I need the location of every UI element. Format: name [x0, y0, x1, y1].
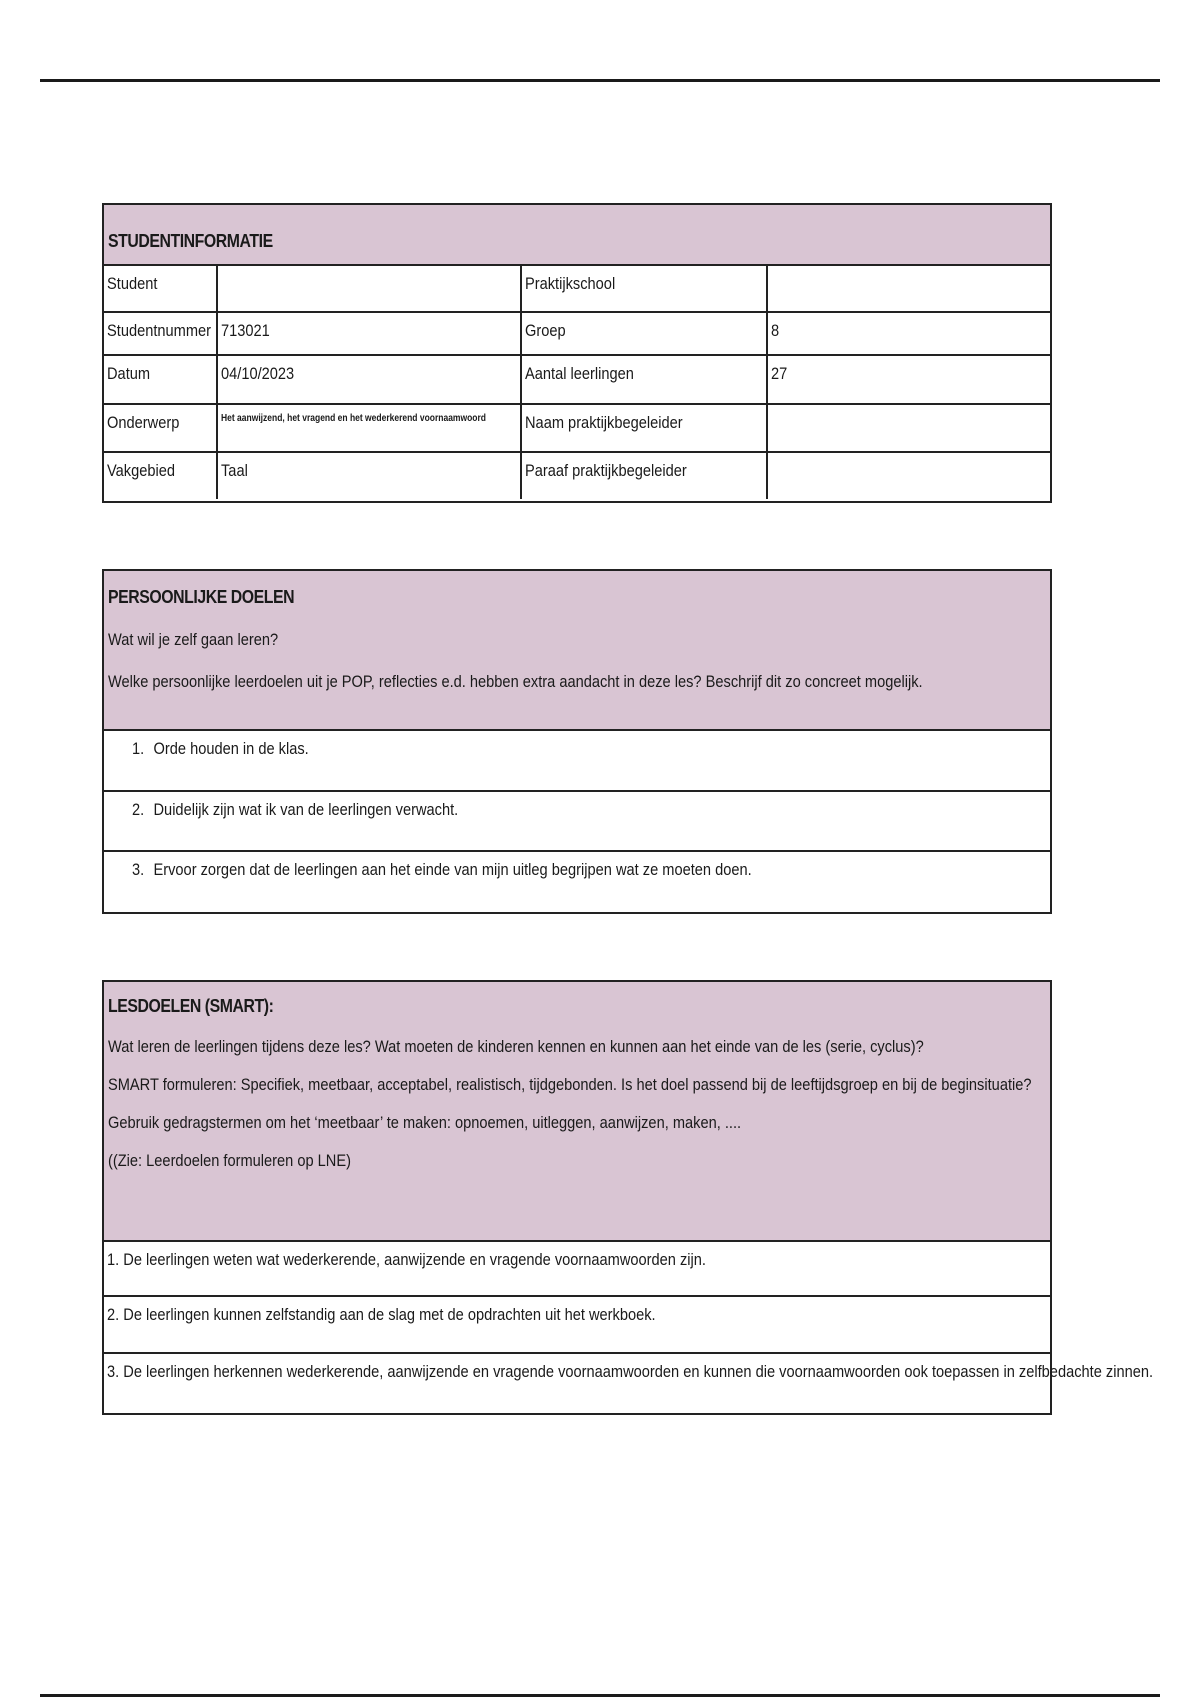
info-value-onderwerp: Het aanwijzend, het vragend en het wederkerend voornaamwoord — [218, 405, 522, 453]
personal-goal-item: 3. Ervoor zorgen dat de leerlingen aan het einde van mijn uitleg begrijpen wat ze moeten doen. — [132, 860, 752, 879]
lesson-goals-intro-line: Gebruik gedragstermen om het ‘meetbaar’ te maken: opnoemen, uitleggen, aanwijzen, maken, .... — [108, 1113, 742, 1132]
info-label-onderwerp: Onderwerp — [104, 405, 218, 453]
lesson-goals-intro-line: SMART formuleren: Specifiek, meetbaar, acceptabel, realistisch, tijdgebonden. Is het doel passend bij de leeftijdsgroep en bij de beginsituatie? — [108, 1075, 1032, 1094]
info-label-studentnummer: Studentnummer — [104, 313, 218, 356]
lesson-goals-intro-line: Wat leren de leerlingen tijdens deze les? Wat moeten de kinderen kennen en kunnen aan het einde van de les (serie, cyclus)? — [108, 1037, 924, 1056]
info-label-student: Student — [104, 266, 218, 313]
personal-goals-question: Wat wil je zelf gaan leren? — [108, 630, 279, 649]
info-label-aantal-leerlingen: Aantal leerlingen — [522, 356, 768, 405]
lesson-goal-item: 1. De leerlingen weten wat wederkerende, aanwijzende en vragende voornaamwoorden zijn. — [104, 1242, 1050, 1297]
info-value-datum: 04/10/2023 — [218, 356, 522, 405]
info-label-vakgebied: Vakgebied — [104, 453, 218, 499]
info-value-naam-praktijkbegeleider — [768, 405, 1050, 453]
info-value-praktijkschool — [768, 266, 1050, 313]
lesson-goals-table — [102, 980, 1154, 1415]
info-value-student — [218, 266, 522, 313]
info-value-studentnummer: 713021 — [218, 313, 522, 356]
info-value-aantal-leerlingen: 27 — [768, 356, 1050, 405]
info-value-paraaf-praktijkbegeleider — [768, 453, 1050, 499]
info-label-naam-praktijkbegeleider: Naam praktijkbegeleider — [522, 405, 768, 453]
lesson-goals-title: LESDOELEN (SMART): — [108, 996, 274, 1016]
top-horizontal-rule — [40, 79, 1160, 82]
personal-goal-item: 1. Orde houden in de klas. — [104, 731, 1050, 792]
info-value-vakgebied: Taal — [218, 453, 522, 499]
student-info-header — [104, 205, 1050, 266]
personal-goal-item: 2. Duidelijk zijn wat ik van de leerlingen verwacht. — [104, 792, 1050, 852]
lesson-goal-item: 3. De leerlingen herkennen wederkerende, aanwijzende en vragende voornaamwoorden en kunnen die voornaamwoorden ook toepassen in zelfbedachte zinnen. — [107, 1362, 1154, 1381]
info-label-paraaf-praktijkbegeleider: Paraaf praktijkbegeleider — [522, 453, 768, 499]
personal-goals-title: PERSOONLIJKE DOELEN — [108, 587, 295, 607]
student-info-grid — [104, 266, 1050, 499]
info-label-groep: Groep — [522, 313, 768, 356]
lesson-goals-intro-line: ((Zie: Leerdoelen formuleren op LNE) — [108, 1151, 351, 1170]
info-label-datum: Datum — [104, 356, 218, 405]
lesson-goal-item: 2. De leerlingen kunnen zelfstandig aan de slag met de opdrachten uit het werkboek. — [104, 1297, 1050, 1354]
personal-goals-header — [104, 571, 1050, 731]
bottom-horizontal-rule — [40, 1694, 1160, 1697]
student-info-title: STUDENTINFORMATIE — [108, 231, 273, 251]
personal-goals-table — [102, 569, 1052, 914]
student-info-table — [102, 203, 1052, 503]
personal-goals-instruction: Welke persoonlijke leerdoelen uit je POP, reflecties e.d. hebben extra aandacht in deze les? Beschrijf dit zo concreet mogelijk. — [108, 672, 923, 691]
info-value-groep: 8 — [768, 313, 1050, 356]
info-label-praktijkschool: Praktijkschool — [522, 266, 768, 313]
lesson-goals-header — [104, 982, 1050, 1242]
